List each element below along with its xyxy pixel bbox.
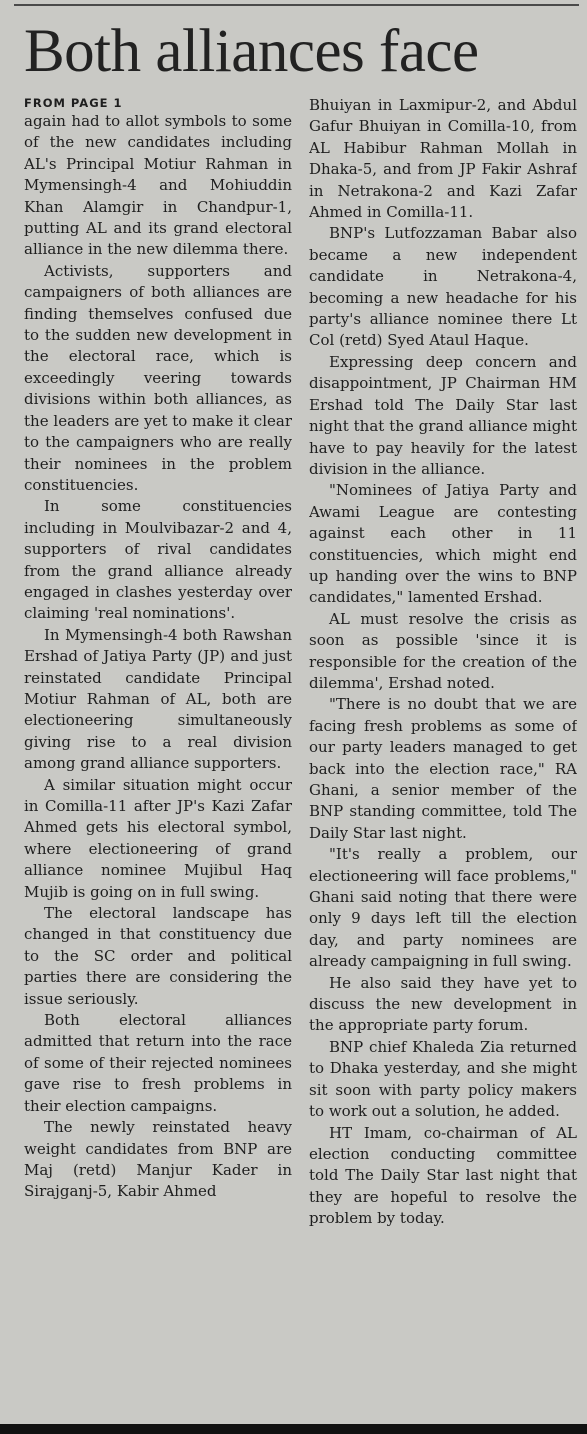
bottom-edge xyxy=(0,1424,587,1434)
paragraph: BNP's Lutfozzaman Babar also became a new independent candidate in Netrakona-4, becoming a new headache for his party's alliance nominee there Lt Col (retd) Syed Ataul Haque. xyxy=(309,224,577,350)
paragraph: In some constituencies including in Moulvibazar-2 and 4, supporters of rival candidates from the grand alliance already engaged in clashes yesterday over claiming 'real nominations'. xyxy=(24,497,292,623)
paragraph: "There is no doubt that we are facing fresh problems as some of our party leaders managed to get back into the election race," RA Ghani, a senior member of the BNP standing committee, told The Daily Star last night. xyxy=(309,695,577,842)
paragraph: "It's really a problem, our electioneering will face problems," Ghani said noting that there were only 9 days left till the election day, and party nominees are already campaigning in full swing. xyxy=(309,845,577,971)
paragraph: The newly reinstated heavy weight candidates from BNP are Maj (retd) Manjur Kader in Sirajganj-5, Kabir Ahmed xyxy=(24,1118,292,1201)
paragraph: AL must resolve the crisis as soon as possible 'since it is responsible for the creation of the dilemma', Ershad noted. xyxy=(309,609,577,692)
paragraph: Both electoral alliances admitted that return into the race of some of their rejected nominees gave rise to fresh problems in their election campaigns. xyxy=(24,1011,292,1115)
paragraph: He also said they have yet to discuss the new development in the appropriate party forum. xyxy=(309,973,577,1035)
paragraph: HT Imam, co-chairman of AL election conducting committee told The Daily Star last night that they are hopeful to resolve the problem by today. xyxy=(309,1123,577,1228)
paragraph: "Nominees of Jatiya Party and Awami League are contesting against each other in 11 constituencies, which might end up handing over the wins to BNP candidates," lamented Ershad. xyxy=(309,481,577,607)
paragraph: Bhuiyan in Laxmipur-2, and Abdul Gafur Bhuiyan in Comilla-10, from AL Habibur Rahman Mollah in Dhaka-5, and from JP Fakir Ashraf in Netrakona-2 and Kazi Zafar Ahmed in Comilla-11. xyxy=(309,96,577,222)
paragraph: Activists, supporters and campaigners of both alliances are finding themselves confused due to the sudden new development in the electoral race, which is exceedingly veering towards divisions within both alliances, as the leaders are yet to make it clear to the campaigners who are really their nominees in the problem constituencies. xyxy=(24,261,292,494)
paragraph: BNP chief Khaleda Zia returned to Dhaka yesterday, and she might sit soon with party policy makers to work out a solution, he added. xyxy=(309,1037,577,1121)
kicker: FROM PAGE 1 xyxy=(24,96,123,110)
paragraph: In Mymensingh-4 both Rawshan Ershad of Jatiya Party (JP) and just reinstated candidate Principal Motiur Rahman of AL, both are electioneering simultaneously giving rise to a real division among grand alliance supporters. xyxy=(24,625,292,773)
top-rule xyxy=(14,4,579,6)
paragraph: A similar situation might occur in Comilla-11 after JP's Kazi Zafar Ahmed gets his electoral symbol, where electioneering of grand alliance nominee Mujibul Haq Mujib is going on in full swing. xyxy=(24,775,292,901)
right-column xyxy=(309,95,577,1425)
paragraph: again had to allot symbols to some of the new candidates including AL's Principal Motiur Rahman in Mymensingh-4 and Mohiuddin Khan Alamgir in Chandpur-1, putting AL and its grand electoral alliance in the new dilemma there. xyxy=(24,112,292,259)
left-column xyxy=(24,95,292,1425)
paragraph: The electoral landscape has changed in that constituency due to the SC order and political parties there are considering the issue seriously. xyxy=(24,904,292,1008)
headline: Both alliances face xyxy=(24,18,479,85)
paragraph: Expressing deep concern and disappointment, JP Chairman HM Ershad told The Daily Star last night that the grand alliance might have to pay heavily for the latest division in the alliance. xyxy=(309,352,577,478)
